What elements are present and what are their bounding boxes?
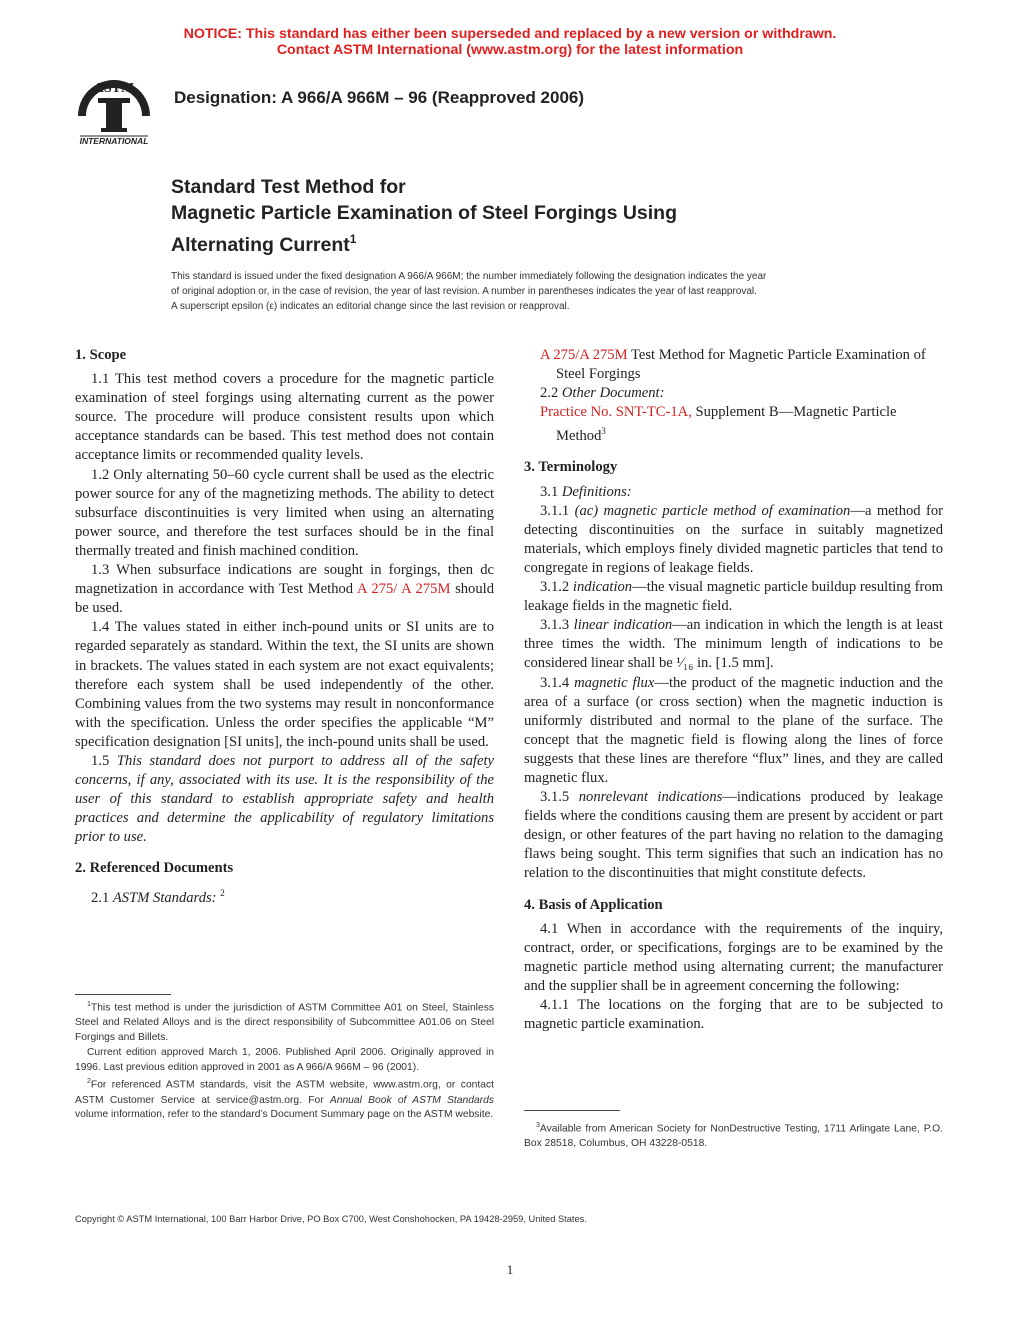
referenced-astm-a275: A 275/A 275M Test Method for Magnetic Particle Examination of Steel Forgings xyxy=(540,347,926,383)
definition-3-1-3: 3.1.3 linear indication—an indication in which the length is at least three times the width. The minimum length of indications to be considered linear shall be ¹⁄₁₆ in. [1.5 mm]. xyxy=(524,617,943,672)
paragraph-1-2: 1.2 Only alternating 50–60 cycle current shall be used as the electric power source for any of the magnetizing methods. The ability to detect subsurface discontinuities is very limited when using an alternating power source, and therefore the test surfaces should be in the final thermally treated and finish machined condition. xyxy=(75,466,494,559)
footnote-rule-left xyxy=(75,994,171,995)
paragraph-4-1-1: 4.1.1 The locations on the forging that are to be subjected to magnetic particle examination. xyxy=(524,997,943,1033)
paragraph-1-3: 1.3 When subsurface indications are sought in forgings, then dc magnetization in accordance with Test Method A 275/ A 275M should be used. xyxy=(75,562,495,617)
issuance-note xyxy=(171,269,851,314)
link-a275-list[interactable]: A 275/A 275M xyxy=(540,347,628,363)
definition-3-1-4: 3.1.4 magnetic flux—the product of the magnetic induction and the area of a surface (or cross section) when the magnetic induction is uniformly distributed and normal to the plane of the surface. The concept that the magnetic field is flowing along the lines of force suggests that these lines are therefore “flux” lines, and they are called magnetic flux. xyxy=(524,674,943,786)
section-heading-terminology: 3. Terminology xyxy=(524,459,618,476)
notice-line-1: NOTICE: This standard has either been superseded and replaced by a new version or withdrawn. xyxy=(183,26,837,42)
paragraph-1-1: 1.1 This test method covers a procedure for the magnetic particle examination of steel forgings using alternating current as the power source. The procedure will produce consistent results upon which acceptance standards can be based. This test method does not contain acceptance limits or recommended quality levels. xyxy=(75,371,494,464)
document-title xyxy=(171,174,891,258)
title-line-2: Magnetic Particle Examination of Steel Forgings Using xyxy=(171,202,678,224)
definition-3-1-2: 3.1.2 indication—the visual magnetic particle buildup resulting from leakage fields in the magnetic field. xyxy=(524,579,943,615)
section-heading-referenced: 2. Referenced Documents xyxy=(75,860,234,877)
issuance-line-2: of original adoption or, in the case of revision, the year of last revision. A number in parentheses indicates the year of last reapproval. xyxy=(171,286,757,297)
footnote-1: $^1$This test method is under the jurisdiction of ASTM Committee A01 on Steel, Stainless Steel and Related Alloys and is the direct responsibility of Subcommittee A01.06 on Steel Forgings and Billets. xyxy=(75,1001,494,1044)
footnote-rule-right xyxy=(524,1110,620,1111)
right-column xyxy=(524,346,943,1034)
issuance-line-3: A superscript epsilon (ε) indicates an editorial change since the last revision or reapproval. xyxy=(171,301,570,312)
paragraph-1-5: 1.5 This standard does not purport to address all of the safety concerns, if any, associated with its use. It is the responsibility of the user of this standard to establish appropriate safety and health practices and determine the applicability of regulatory limitations prior to use. xyxy=(75,752,494,846)
astm-logo xyxy=(68,76,160,148)
designation: Designation: A 966/A 966M – 96 (Reapproved 2006) xyxy=(174,88,585,107)
logo-subtext: INTERNATIONAL xyxy=(79,136,149,146)
superseded-notice xyxy=(0,26,1020,58)
link-snt-tc-1a[interactable]: Practice No. SNT-TC-1A, xyxy=(540,404,692,421)
footnotes-right xyxy=(524,1119,943,1152)
paragraph-2-2: 2.2 Other Document: xyxy=(540,385,665,402)
referenced-snt-tc-1a: Practice No. SNT-TC-1A, Supplement B—Magnetic Particle Method$^3$ xyxy=(540,404,897,445)
link-a275[interactable]: A 275/ A 275M xyxy=(356,581,451,598)
paragraph-3-1: 3.1 Definitions: xyxy=(540,483,632,500)
section-heading-scope: 1. Scope xyxy=(75,347,127,363)
paragraph-2-1: 2.1 ASTM Standards: $^2$ xyxy=(91,887,225,906)
page-number: 1 xyxy=(506,1262,514,1277)
title-line-1: Standard Test Method for xyxy=(171,176,406,198)
footnote-3: $^3$Available from American Society for NonDestructive Testing, 1711 Arlingate Lane, P.O. Box 28518, Columbus, OH 43228-0518. xyxy=(524,1122,943,1150)
issuance-line-1: This standard is issued under the fixed designation A 966/A 966M; the number immediately following the designation indicates the year xyxy=(171,271,767,282)
title-footnote-mark: 1 xyxy=(349,232,357,246)
definition-3-1-5: 3.1.5 nonrelevant indications—indications produced by leakage fields where the conditions causing them are present by accident or part design, or other features of the part having no relation to the damaging flaws being sought. This term signifies that such an indication has no relation to the discontinuities that might constitute defects. xyxy=(524,789,943,882)
footnotes-left xyxy=(75,998,494,1123)
paragraph-1-4: 1.4 The values stated in either inch-pound units or SI units are to regarded separately as standard. Within the text, the SI units are shown in brackets. The values stated in each system are not exact equivalents; therefore each system shall be used independently of the other. Combining values from the two systems may result in nonconformance with the specification. Unless the order specifies the applicable “M” specification designation [SI units], the inch-pound units shall be used. xyxy=(75,619,494,750)
notice-line-2: Contact ASTM International (www.astm.org) for the latest information xyxy=(276,42,744,58)
paragraph-4-1: 4.1 When in accordance with the requirements of the inquiry, contract, order, or specifications, forgings are to be examined by the magnetic particle method using alternating current; the manufacturer and the supplier shall be in agreement concerning the following: xyxy=(524,920,943,994)
footnote-2: $^2$For referenced ASTM standards, visit the ASTM website, www.astm.org, or contact ASTM Customer Service at service@astm.org. For Annual Book of ASTM Standards volume information, refer to the standard’s Document Summary page on the ASTM website. xyxy=(75,1078,494,1121)
copyright-line: Copyright © ASTM International, 100 Barr Harbor Drive, PO Box C700, West Conshohocken, PA 19428-2959, United States. xyxy=(75,1214,587,1224)
logo-letters: ASTM xyxy=(93,81,135,96)
footnote-1-edition: Current edition approved March 1, 2006. Published April 2006. Originally approved in 1996. Last previous edition approved in 2001 as A 966/A 966M – 96 (2001). xyxy=(75,1046,494,1073)
left-column xyxy=(75,346,494,908)
definition-3-1-1: 3.1.1 (ac) magnetic particle method of examination—a method for detecting discontinuities on the surface in suitably magnetized materials, which employs finely divided magnetic particles that tend to congregate in regions of leakage fields. xyxy=(524,502,943,576)
title-line-3: Alternating Current xyxy=(171,234,350,256)
section-heading-basis: 4. Basis of Application xyxy=(524,896,663,913)
